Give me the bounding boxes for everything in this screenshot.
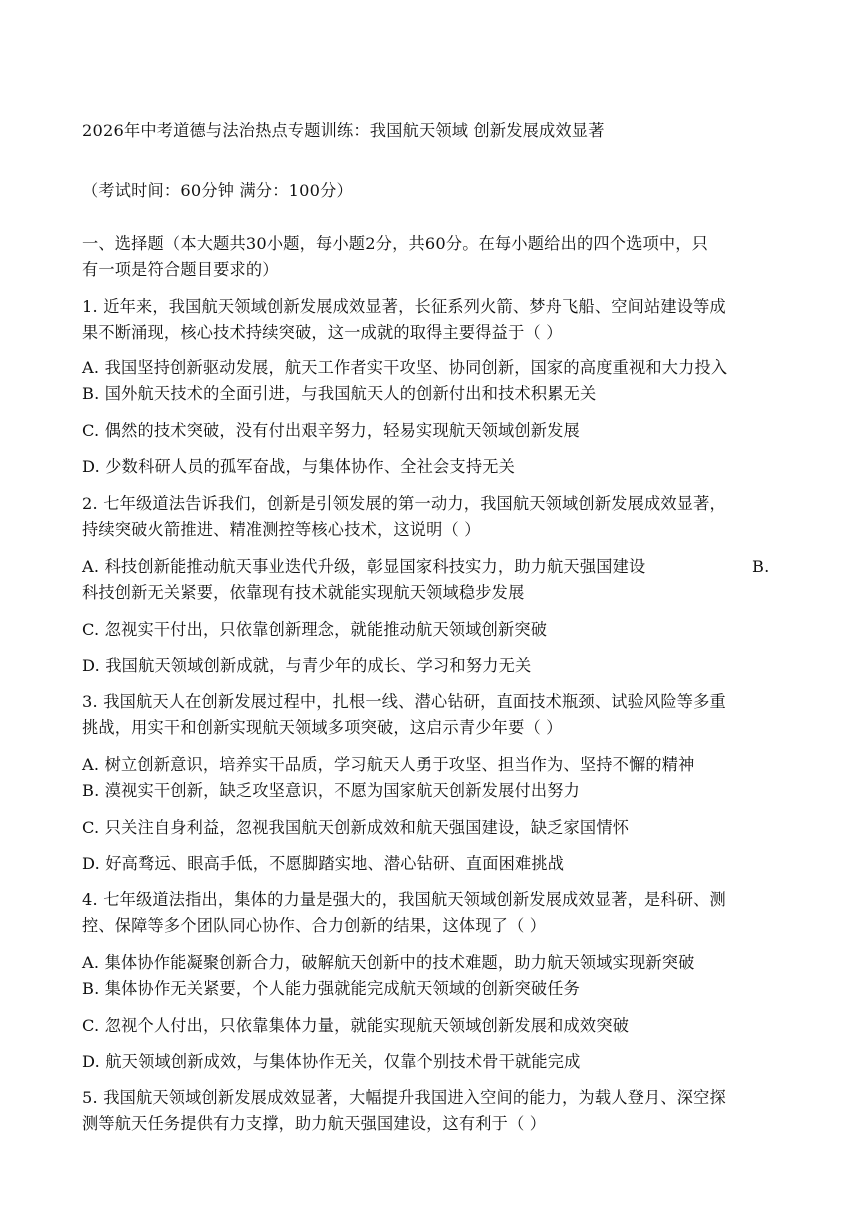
question-4-stem-line-1: 4. 七年级道法指出，集体的力量是强大的，我国航天领域创新发展成效显著，是科研、测 xyxy=(82,890,726,909)
question-2-option-b-label: B. xyxy=(752,557,770,576)
question-3-option-b: B. 漠视实干创新，缺乏攻坚意识，不愿为国家航天创新发展付出努力 xyxy=(82,781,581,800)
question-3-stem-line-1: 3. 我国航天人在创新发展过程中，扎根一线、潜心钻研，直面技术瓶颈、试验风险等多重 xyxy=(82,692,726,711)
question-2-option-a: A. 科技创新能推动航天事业迭代升级，彰显国家科技实力，助力航天强国建设 xyxy=(82,557,646,576)
question-1-option-d: D. 少数科研人员的孤军奋战，与集体协作、全社会支持无关 xyxy=(82,457,515,476)
question-4-option-c: C. 忽视个人付出，只依靠集体力量，就能实现航天领域创新发展和成效突破 xyxy=(82,1016,630,1035)
question-3-option-d: D. 好高骛远、眼高手低，不愿脚踏实地、潜心钻研、直面困难挑战 xyxy=(82,854,565,873)
section-heading-line-1: 一、选择题（本大题共30小题，每小题2分，共60分。在每小题给出的四个选项中，只 xyxy=(82,234,709,253)
document-title: 2026年中考道德与法治热点专题训练：我国航天领域 创新发展成效显著 xyxy=(82,121,605,140)
question-2-option-c: C. 忽视实干付出，只依靠创新理念，就能推动航天领域创新突破 xyxy=(82,620,548,639)
question-4-option-b: B. 集体协作无关紧要，个人能力强就能完成航天领域的创新突破任务 xyxy=(82,979,581,998)
question-2-stem-line-1: 2. 七年级道法告诉我们，创新是引领发展的第一动力，我国航天领域创新发展成效显著， xyxy=(82,494,726,513)
question-4-option-a: A. 集体协作能凝聚创新合力，破解航天创新中的技术难题，助力航天领域实现新突破 xyxy=(82,953,695,972)
question-5-stem-line-1: 5. 我国航天领域创新发展成效显著，大幅提升我国进入空间的能力，为载人登月、深空探 xyxy=(82,1088,726,1107)
question-5-stem-line-2: 测等航天任务提供有力支撑，助力航天强国建设，这有利于（ ） xyxy=(82,1114,547,1133)
question-2-option-b-text: 科技创新无关紧要，依靠现有技术就能实现航天领域稳步发展 xyxy=(82,583,525,602)
question-4-stem-line-2: 控、保障等多个团队同心协作、合力创新的结果，这体现了（ ） xyxy=(82,916,547,935)
question-1-option-a: A. 我国坚持创新驱动发展，航天工作者实干攻坚、协同创新，国家的高度重视和大力投入 xyxy=(82,358,728,377)
question-1-option-c: C. 偶然的技术突破，没有付出艰辛努力，轻易实现航天领域创新发展 xyxy=(82,421,580,440)
question-1-stem-line-1: 1. 近年来，我国航天领域创新发展成效显著，长征系列火箭、梦舟飞船、空间站建设等成 xyxy=(82,297,726,316)
question-2-option-d: D. 我国航天领域创新成就，与青少年的成长、学习和努力无关 xyxy=(82,656,532,675)
question-1-stem-line-2: 果不断涌现，核心技术持续突破，这一成就的取得主要得益于（ ） xyxy=(82,323,563,342)
section-heading-line-2: 有一项是符合题目要求的） xyxy=(82,260,279,279)
exam-info: （考试时间：60分钟 满分：100分） xyxy=(82,181,353,200)
question-4-option-d: D. 航天领域创新成效，与集体协作无关，仅靠个别技术骨干就能完成 xyxy=(82,1052,581,1071)
question-3-stem-line-2: 挑战，用实干和创新实现航天领域多项突破，这启示青少年要（ ） xyxy=(82,718,563,737)
question-3-option-a: A. 树立创新意识，培养实干品质，学习航天人勇于攻坚、担当作为、坚持不懈的精神 xyxy=(82,755,695,774)
question-2-stem-line-2: 持续突破火箭推进、精准测控等核心技术，这说明（ ） xyxy=(82,520,481,539)
question-1-option-b: B. 国外航天技术的全面引进，与我国航天人的创新付出和技术积累无关 xyxy=(82,384,597,403)
question-3-option-c: C. 只关注自身利益，忽视我国航天创新成效和航天强国建设，缺乏家国情怀 xyxy=(82,818,630,837)
